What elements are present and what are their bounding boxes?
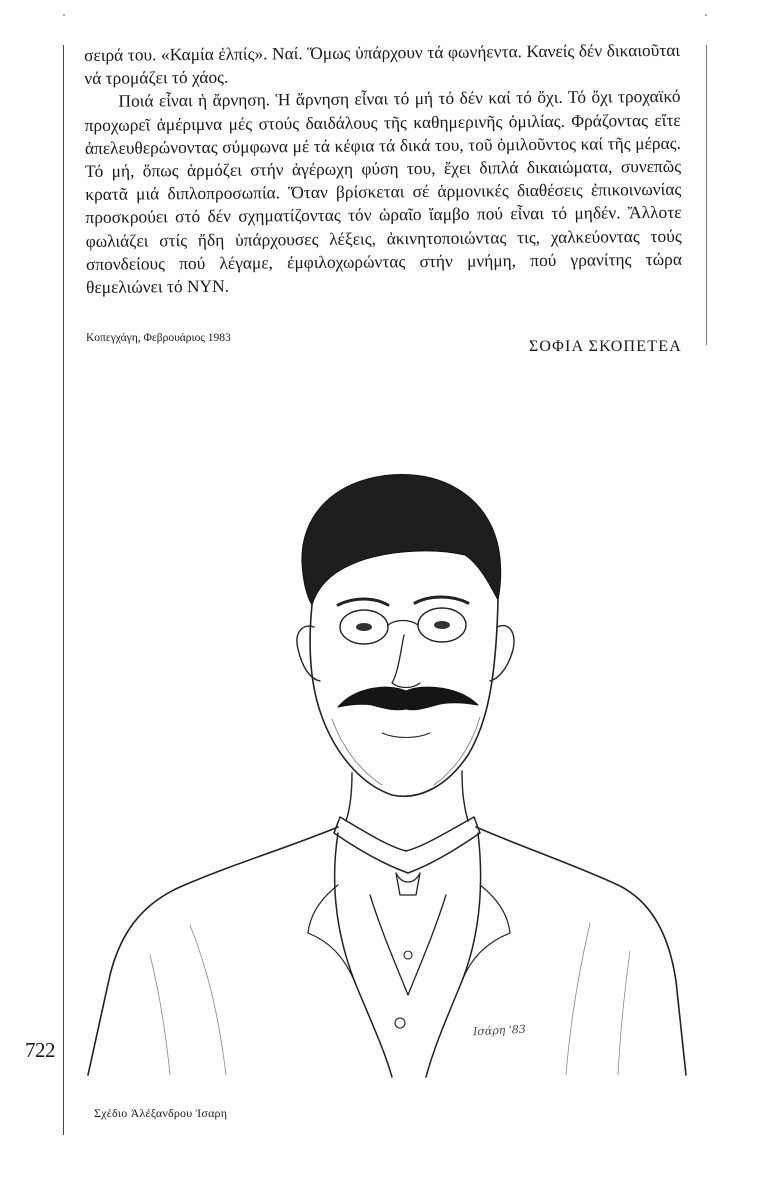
lapel-notch-left	[308, 885, 356, 985]
article-paragraph-1: σειρά του. «Καμία ἐλπίς». Ναί. Ὅμως ὑπάρχουν τά φωνήεντα. Κανείς δέν δικαιοῦται νά τρομάζει τό χάος.	[84, 39, 681, 89]
left-ear	[297, 626, 320, 681]
right-eyebrow	[415, 597, 468, 603]
artist-signature: Ισάρη '83	[472, 1022, 527, 1039]
illustration-caption: Σχέδιο Ἀλέξανδρου Ἰσαρη	[94, 1106, 228, 1120]
signoff	[84, 330, 680, 360]
left-margin-rule	[63, 45, 64, 1135]
chin-line	[382, 733, 430, 738]
waistcoat	[370, 895, 446, 995]
article-body	[84, 39, 682, 299]
right-margin-rule	[706, 45, 707, 345]
lapel-right	[426, 833, 481, 1077]
spectacle-bridge	[388, 621, 418, 626]
article-paragraph-2: Ποιά εἶναι ἡ ἄρνηση. Ἡ ἄρνηση εἶναι τό μή τό δέν καί τό ὄχι. Τό ὄχι τροχαϊκό προχωρεῖ ἀμέριμνα μές στούς δαιδάλους τῆς καθημερινῆς ὁμιλίας. Φράζοντας εἴτε ἀπελευθερώνοντας σύμφωνα μέ τά κέφια τά δικά του, τοῦ ὁμιλοῦντος καί τῆς μέρας. Τό μή, ὅπως ἁρμόζει στήν ἀγέρωχη φύση του, ἔχει διπλά δικαιώματα, συνεπῶς κρατᾶ μιά διπλοπροσωπία. Ὅταν βρίσκεται σέ ἁρμονικές διαθέσεις ἐπικοινωνίας προσκρούει στό δέν σχηματίζοντας τόν ὡραῖο ἴαμβο πού εἶναι τό μηδέν. Ἄλλοτε φωλιάζει στίς ἤδη ὑπάρχουσες λέξεις, ἀκινητοποιώντας τις, χαλκεύοντας τούς σπονδείους πού λέγαμε, ἐμφιλοχωρώντας στήν μνήμη, πού γρανίτης τώρα θεμελιώνει τό ΝΥΝ.	[84, 86, 682, 298]
tie-knot	[396, 873, 420, 895]
coat-right	[476, 827, 686, 1075]
coat-shading	[150, 923, 630, 1075]
right-eye	[434, 621, 450, 629]
place-date: Κοπεγχάγη, Φεβρουάριος 1983	[86, 332, 231, 344]
jaw-shading	[332, 717, 480, 785]
moustache	[338, 687, 478, 710]
lapel-notch-right	[462, 885, 510, 981]
portrait-drawing	[70, 455, 690, 1085]
coat-button	[395, 1018, 405, 1028]
author-name: ΣΟΦΙΑ ΣΚΟΠΕΤΕΑ	[528, 338, 682, 355]
nose	[392, 635, 420, 688]
coat-left	[88, 827, 338, 1075]
page-number: 722	[25, 1038, 55, 1062]
lapel-left	[335, 833, 392, 1077]
waistcoat-button	[404, 951, 412, 959]
hair	[302, 475, 501, 605]
left-eyebrow	[338, 599, 388, 605]
shirt-collar	[334, 817, 480, 873]
left-eye	[356, 623, 372, 631]
